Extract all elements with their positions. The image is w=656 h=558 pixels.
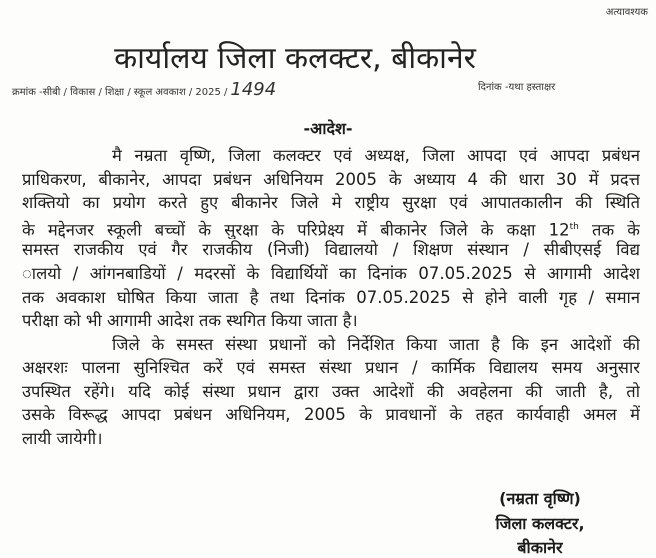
body-line xyxy=(22,217,640,239)
reference-line xyxy=(12,79,276,100)
body-line: तक अवकाश घोषित किया जाता है तथा दिनांक 07.05.2025 से होने वाली गृह / समान xyxy=(22,288,640,307)
body-line-suffix: तक के xyxy=(592,220,640,239)
reference-number: 1494 xyxy=(230,79,277,100)
body-line: समस्त राजकीय एवं गैर राजकीय (निजी) विद्यालयो / शिक्षण संस्थान / सीबीएसई विद्य xyxy=(22,240,640,259)
body-line: ालयो / आंगनबाडियों / मदरसों के विद्यार्थियों का दिनांक 07.05.2025 से आगामी आदेश xyxy=(22,264,640,283)
date-label: दिनांक -यथा हस्ताक्षर xyxy=(478,82,556,93)
superscript-th: th xyxy=(569,222,579,232)
body-line: जिले के समस्त संस्था प्रधानों को निर्देशित किया जाता है कि इन आदेशों की xyxy=(112,335,640,354)
body-line: लायी जायेगी। xyxy=(22,429,103,448)
reference-prefix: क्रमांक -सीबी / विकास / शिक्षा / स्कूल अवकाश / 2025 / xyxy=(12,87,228,98)
body-line: उसके विरूद्ध आपदा प्रबंधन अधिनियम, 2005 के प्रावधानों के तहत कार्यवाही अमल में xyxy=(22,405,640,424)
body-line-text: के मद्देनजर स्कूली बच्चों के सुरक्षा के परिप्रेक्ष्य में बीकानेर जिले के कक्षा 12 xyxy=(22,220,570,239)
body-line: प्राधिकरण, बीकानेर, आपदा प्रबंधन अधिनियम 2005 के अध्याय 4 की धारा 30 में प्रदत्त xyxy=(22,170,640,189)
body-line: मै नम्रता वृष्णि, जिला कलक्टर एवं अध्यक्ष, जिला आपदा एवं आपदा प्रबंधन xyxy=(112,146,640,165)
signatory-place: बीकानेर xyxy=(517,538,563,557)
office-title: कार्यालय जिला कलक्टर, बीकानेर xyxy=(114,41,476,76)
body-line: परीक्षा को भी आगामी आदेश तक स्थगित किया जाता है। xyxy=(22,311,358,330)
urgent-label: अत्यावश्यक xyxy=(605,7,648,18)
body-line: शक्तियो का प्रयोग करते हुए बीकानेर जिले मे राष्ट्रीय सुरक्षा एवं आपातकालीन की स्थिति xyxy=(22,193,640,212)
body-line: अक्षरशः पालना सुनिश्चित करें एवं समस्त संस्था प्रधान / कार्मिक विद्यालय समय अनुसार xyxy=(22,358,640,377)
signatory-designation: जिला कलक्टर, xyxy=(495,514,585,533)
signatory-name: (नम्रता वृष्णि) xyxy=(499,489,581,508)
body-line: उपस्थित रहेंगे। यदि कोई संस्था प्रधान द्वारा उक्त आदेशों की अवहेलना की जाती है, तो xyxy=(22,382,640,401)
order-heading: -आदेश- xyxy=(303,119,353,138)
